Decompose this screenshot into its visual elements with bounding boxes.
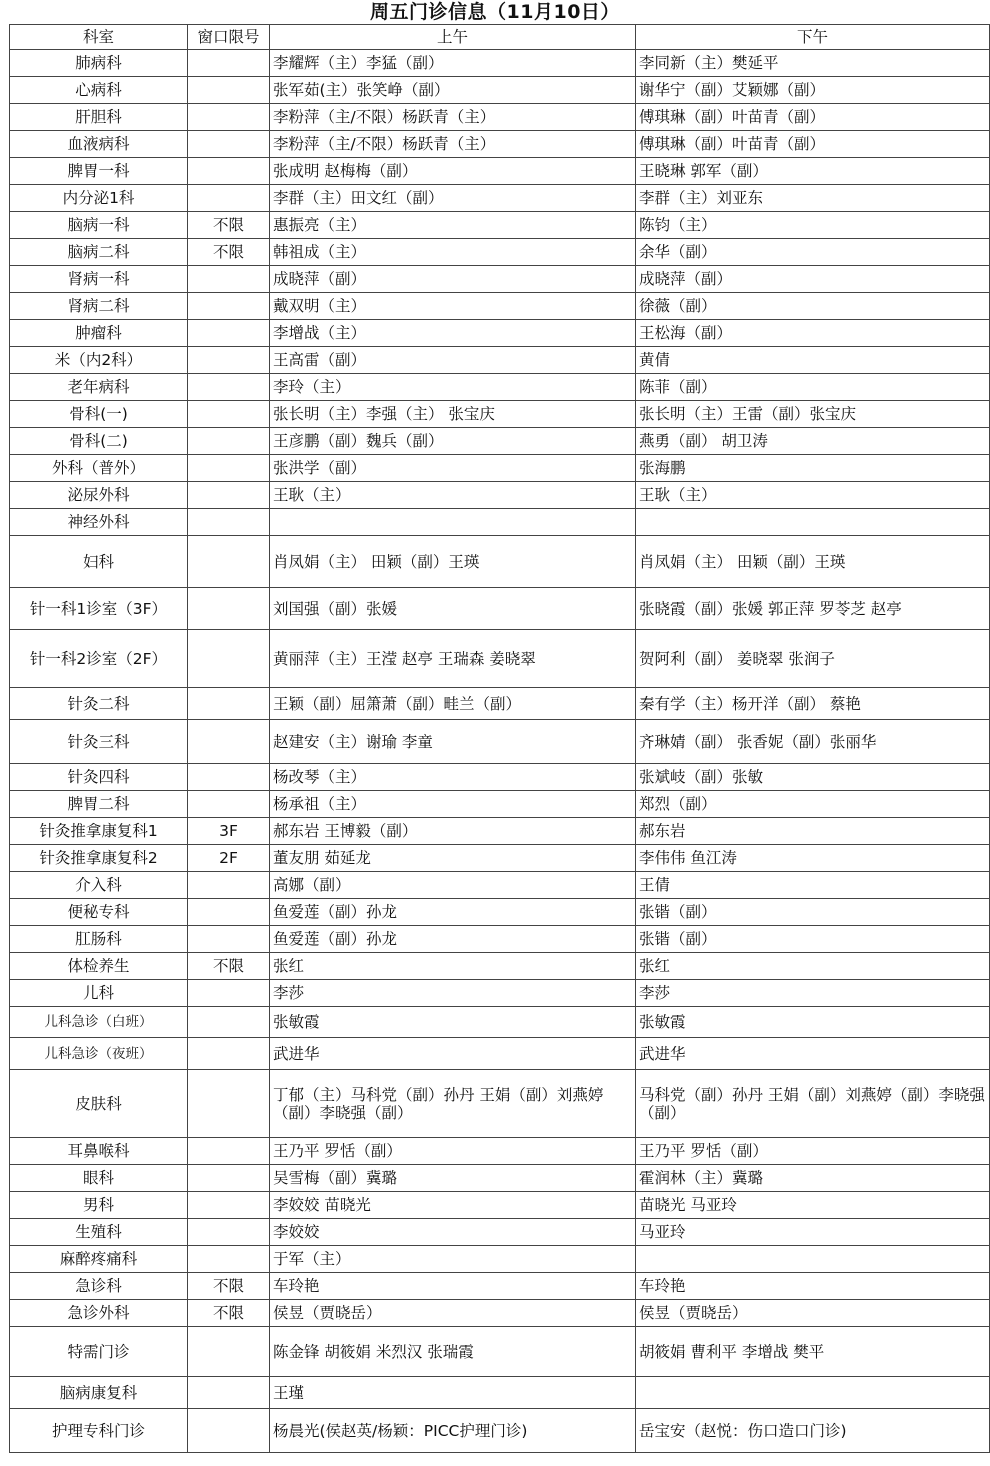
limit-cell: 不限 — [188, 1273, 270, 1300]
dept-cell: 米（内2科） — [10, 347, 188, 374]
afternoon-doctors-cell: 张锴（副） — [636, 899, 990, 926]
table-row — [10, 104, 990, 131]
limit-cell — [188, 1246, 270, 1273]
morning-doctors-cell: 董友朋 茹延龙 — [270, 845, 636, 872]
limit-cell — [188, 1192, 270, 1219]
limit-cell — [188, 1327, 270, 1377]
header-afternoon: 下午 — [636, 25, 990, 50]
afternoon-doctors-cell: 徐薇（副） — [636, 293, 990, 320]
dept-cell: 妇科 — [10, 536, 188, 588]
afternoon-doctors-cell: 郝东岩 — [636, 818, 990, 845]
morning-doctors-cell: 侯昱（贾晓岳） — [270, 1300, 636, 1327]
dept-cell: 儿科 — [10, 980, 188, 1007]
table-row — [10, 588, 990, 630]
afternoon-doctors-cell: 张斌岐（副）张敏 — [636, 764, 990, 791]
dept-cell: 内分泌1科 — [10, 185, 188, 212]
morning-doctors-cell: 鱼爱莲（副）孙龙 — [270, 899, 636, 926]
limit-cell: 3F — [188, 818, 270, 845]
morning-doctors-cell: 肖凤娟（主） 田颖（副）王瑛 — [270, 536, 636, 588]
afternoon-doctors-cell: 李伟伟 鱼江涛 — [636, 845, 990, 872]
morning-doctors-cell: 张红 — [270, 953, 636, 980]
table-row — [10, 845, 990, 872]
table-row — [10, 401, 990, 428]
limit-cell — [188, 104, 270, 131]
afternoon-doctors-cell: 岳宝安（赵悦：伤口造口门诊) — [636, 1409, 990, 1453]
morning-doctors-cell: 杨晨光(侯赵英/杨颖：PICC护理门诊) — [270, 1409, 636, 1453]
limit-cell — [188, 630, 270, 688]
dept-cell: 急诊外科 — [10, 1300, 188, 1327]
table-row — [10, 1038, 990, 1070]
dept-cell: 肛肠科 — [10, 926, 188, 953]
morning-doctors-cell: 鱼爱莲（副）孙龙 — [270, 926, 636, 953]
table-row — [10, 1219, 990, 1246]
table-row — [10, 953, 990, 980]
morning-doctors-cell: 张军茹(主）张笑峥（副） — [270, 77, 636, 104]
dept-cell: 神经外科 — [10, 509, 188, 536]
morning-doctors-cell: 武进华 — [270, 1038, 636, 1070]
morning-doctors-cell: 丁郁（主）马科党（副）孙丹 王娟（副）刘燕婷（副）李晓强（副） — [270, 1070, 636, 1138]
limit-cell — [188, 720, 270, 764]
dept-cell: 耳鼻喉科 — [10, 1138, 188, 1165]
morning-doctors-cell: 李耀辉（主）李猛（副） — [270, 50, 636, 77]
morning-doctors-cell: 张敏霞 — [270, 1007, 636, 1038]
dept-cell: 儿科急诊（白班） — [10, 1007, 188, 1038]
dept-cell: 脑病康复科 — [10, 1377, 188, 1409]
afternoon-doctors-cell: 王耿（主） — [636, 482, 990, 509]
table-row — [10, 536, 990, 588]
afternoon-doctors-cell: 车玲艳 — [636, 1273, 990, 1300]
limit-cell — [188, 482, 270, 509]
afternoon-doctors-cell: 胡筱娟 曹利平 李增战 樊平 — [636, 1327, 990, 1377]
limit-cell — [188, 1377, 270, 1409]
afternoon-doctors-cell: 陈菲（副） — [636, 374, 990, 401]
limit-cell: 2F — [188, 845, 270, 872]
dept-cell: 血液病科 — [10, 131, 188, 158]
morning-doctors-cell: 韩祖成（主） — [270, 239, 636, 266]
dept-cell: 心病科 — [10, 77, 188, 104]
afternoon-doctors-cell: 李群（主）刘亚东 — [636, 185, 990, 212]
morning-doctors-cell: 张长明（主）李强（主） 张宝庆 — [270, 401, 636, 428]
dept-cell: 男科 — [10, 1192, 188, 1219]
dept-cell: 外科（普外） — [10, 455, 188, 482]
table-row — [10, 720, 990, 764]
dept-cell: 护理专科门诊 — [10, 1409, 188, 1453]
limit-cell — [188, 1165, 270, 1192]
table-row — [10, 455, 990, 482]
table-row — [10, 428, 990, 455]
dept-cell: 骨科(二) — [10, 428, 188, 455]
morning-doctors-cell: 李玲（主） — [270, 374, 636, 401]
dept-cell: 肾病二科 — [10, 293, 188, 320]
dept-cell: 肾病一科 — [10, 266, 188, 293]
morning-doctors-cell: 李莎 — [270, 980, 636, 1007]
limit-cell — [188, 158, 270, 185]
limit-cell — [188, 1409, 270, 1453]
afternoon-doctors-cell: 李莎 — [636, 980, 990, 1007]
morning-doctors-cell: 赵建安（主）谢瑜 李童 — [270, 720, 636, 764]
page-title: 周五门诊信息（11月10日） — [370, 1, 620, 23]
morning-doctors-cell: 惠振亮（主） — [270, 212, 636, 239]
afternoon-doctors-cell: 张海鹏 — [636, 455, 990, 482]
afternoon-doctors-cell: 傅琪琳（副）叶苗青（副） — [636, 131, 990, 158]
limit-cell — [188, 509, 270, 536]
dept-cell: 脑病一科 — [10, 212, 188, 239]
limit-cell — [188, 1138, 270, 1165]
table-row — [10, 1377, 990, 1409]
morning-doctors-cell: 郝东岩 王博毅（副） — [270, 818, 636, 845]
dept-cell: 介入科 — [10, 872, 188, 899]
dept-cell: 体检养生 — [10, 953, 188, 980]
dept-cell: 针灸推拿康复科1 — [10, 818, 188, 845]
table-row — [10, 1138, 990, 1165]
table-row — [10, 374, 990, 401]
afternoon-doctors-cell: 张敏霞 — [636, 1007, 990, 1038]
table-row — [10, 764, 990, 791]
clinic-schedule-table — [9, 24, 990, 1453]
morning-doctors-cell: 吴雪梅（副）冀璐 — [270, 1165, 636, 1192]
limit-cell — [188, 872, 270, 899]
limit-cell — [188, 980, 270, 1007]
dept-cell: 骨科(一) — [10, 401, 188, 428]
afternoon-doctors-cell: 张长明（主）王雷（副）张宝庆 — [636, 401, 990, 428]
afternoon-doctors-cell: 张红 — [636, 953, 990, 980]
header-morning: 上午 — [270, 25, 636, 50]
table-row — [10, 1409, 990, 1453]
table-row — [10, 131, 990, 158]
afternoon-doctors-cell: 余华（副） — [636, 239, 990, 266]
dept-cell: 麻醉疼痛科 — [10, 1246, 188, 1273]
table-row — [10, 1300, 990, 1327]
dept-cell: 肿瘤科 — [10, 320, 188, 347]
dept-cell: 老年病科 — [10, 374, 188, 401]
morning-doctors-cell: 张洪学（副） — [270, 455, 636, 482]
dept-cell: 泌尿外科 — [10, 482, 188, 509]
limit-cell — [188, 347, 270, 374]
dept-cell: 儿科急诊（夜班） — [10, 1038, 188, 1070]
dept-cell: 便秘专科 — [10, 899, 188, 926]
table-row — [10, 50, 990, 77]
table-row — [10, 1007, 990, 1038]
dept-cell: 针灸四科 — [10, 764, 188, 791]
limit-cell — [188, 1038, 270, 1070]
afternoon-doctors-cell: 傅琪琳（副）叶苗青（副） — [636, 104, 990, 131]
afternoon-doctors-cell — [636, 509, 990, 536]
morning-doctors-cell: 王颖（副）屈箫萧（副）畦兰（副） — [270, 688, 636, 720]
table-row — [10, 630, 990, 688]
morning-doctors-cell: 车玲艳 — [270, 1273, 636, 1300]
header-dept: 科室 — [10, 25, 188, 50]
morning-doctors-cell: 张成明 赵梅梅（副） — [270, 158, 636, 185]
dept-cell: 针一科1诊室（3F） — [10, 588, 188, 630]
table-row — [10, 926, 990, 953]
morning-doctors-cell: 杨承祖（主） — [270, 791, 636, 818]
limit-cell — [188, 588, 270, 630]
limit-cell — [188, 899, 270, 926]
limit-cell: 不限 — [188, 212, 270, 239]
limit-cell — [188, 50, 270, 77]
afternoon-doctors-cell: 秦有学（主）杨开洋（副） 蔡艳 — [636, 688, 990, 720]
table-row — [10, 320, 990, 347]
limit-cell — [188, 320, 270, 347]
table-row — [10, 1327, 990, 1377]
dept-cell: 脑病二科 — [10, 239, 188, 266]
dept-cell: 眼科 — [10, 1165, 188, 1192]
morning-doctors-cell: 李粉萍（主/不限）杨跃青（主） — [270, 104, 636, 131]
table-row — [10, 818, 990, 845]
limit-cell — [188, 77, 270, 104]
limit-cell — [188, 688, 270, 720]
schedule-body — [10, 50, 990, 1453]
morning-doctors-cell: 刘国强（副）张媛 — [270, 588, 636, 630]
afternoon-doctors-cell: 李同新（主）樊延平 — [636, 50, 990, 77]
table-row — [10, 791, 990, 818]
morning-doctors-cell: 成晓萍（副） — [270, 266, 636, 293]
afternoon-doctors-cell: 马科党（副）孙丹 王娟（副）刘燕婷（副）李晓强（副） — [636, 1070, 990, 1138]
afternoon-doctors-cell: 武进华 — [636, 1038, 990, 1070]
dept-cell: 特需门诊 — [10, 1327, 188, 1377]
table-row — [10, 482, 990, 509]
afternoon-doctors-cell: 黄倩 — [636, 347, 990, 374]
afternoon-doctors-cell: 肖凤娟（主） 田颖（副）王瑛 — [636, 536, 990, 588]
afternoon-doctors-cell: 霍润林（主）冀璐 — [636, 1165, 990, 1192]
afternoon-doctors-cell: 陈钧（主） — [636, 212, 990, 239]
limit-cell — [188, 1070, 270, 1138]
table-row — [10, 1070, 990, 1138]
morning-doctors-cell: 王耿（主） — [270, 482, 636, 509]
table-row — [10, 980, 990, 1007]
morning-doctors-cell: 于军（主） — [270, 1246, 636, 1273]
morning-doctors-cell: 李增战（主） — [270, 320, 636, 347]
dept-cell: 肺病科 — [10, 50, 188, 77]
afternoon-doctors-cell: 王松海（副） — [636, 320, 990, 347]
limit-cell: 不限 — [188, 953, 270, 980]
morning-doctors-cell: 陈金锋 胡筱娟 米烈汉 张瑞霞 — [270, 1327, 636, 1377]
afternoon-doctors-cell: 齐琳婧（副） 张香妮（副）张丽华 — [636, 720, 990, 764]
table-row — [10, 688, 990, 720]
morning-doctors-cell: 李姣姣 — [270, 1219, 636, 1246]
limit-cell — [188, 926, 270, 953]
morning-doctors-cell: 李群（主）田文红（副） — [270, 185, 636, 212]
limit-cell — [188, 764, 270, 791]
table-row — [10, 158, 990, 185]
afternoon-doctors-cell: 苗晓光 马亚玲 — [636, 1192, 990, 1219]
dept-cell: 皮肤科 — [10, 1070, 188, 1138]
table-row — [10, 1192, 990, 1219]
table-row — [10, 212, 990, 239]
dept-cell: 针灸二科 — [10, 688, 188, 720]
dept-cell: 针一科2诊室（2F） — [10, 630, 188, 688]
morning-doctors-cell: 王瑾 — [270, 1377, 636, 1409]
afternoon-doctors-cell: 马亚玲 — [636, 1219, 990, 1246]
limit-cell — [188, 791, 270, 818]
table-row — [10, 266, 990, 293]
limit-cell — [188, 374, 270, 401]
limit-cell: 不限 — [188, 1300, 270, 1327]
limit-cell — [188, 293, 270, 320]
morning-doctors-cell: 王乃平 罗恬（副） — [270, 1138, 636, 1165]
header-row — [10, 25, 990, 50]
afternoon-doctors-cell: 郑烈（副） — [636, 791, 990, 818]
afternoon-doctors-cell: 燕勇（副） 胡卫涛 — [636, 428, 990, 455]
limit-cell — [188, 428, 270, 455]
limit-cell — [188, 455, 270, 482]
morning-doctors-cell: 李姣姣 苗晓光 — [270, 1192, 636, 1219]
table-row — [10, 509, 990, 536]
morning-doctors-cell: 王彦鹏（副）魏兵（副） — [270, 428, 636, 455]
limit-cell: 不限 — [188, 239, 270, 266]
limit-cell — [188, 131, 270, 158]
table-row — [10, 293, 990, 320]
table-row — [10, 347, 990, 374]
header-limit: 窗口限号 — [188, 25, 270, 50]
dept-cell: 急诊科 — [10, 1273, 188, 1300]
limit-cell — [188, 1219, 270, 1246]
table-row — [10, 239, 990, 266]
afternoon-doctors-cell: 谢华宁（副）艾颖娜（副） — [636, 77, 990, 104]
morning-doctors-cell: 高娜（副） — [270, 872, 636, 899]
table-row — [10, 185, 990, 212]
afternoon-doctors-cell: 王倩 — [636, 872, 990, 899]
afternoon-doctors-cell: 王晓琳 郭军（副） — [636, 158, 990, 185]
dept-cell: 脾胃二科 — [10, 791, 188, 818]
afternoon-doctors-cell: 贺阿利（副） 姜晓翠 张润子 — [636, 630, 990, 688]
limit-cell — [188, 401, 270, 428]
table-row — [10, 872, 990, 899]
morning-doctors-cell: 李粉萍（主/不限）杨跃青（主） — [270, 131, 636, 158]
table-row — [10, 899, 990, 926]
dept-cell: 生殖科 — [10, 1219, 188, 1246]
morning-doctors-cell: 戴双明（主） — [270, 293, 636, 320]
table-row — [10, 1273, 990, 1300]
dept-cell: 脾胃一科 — [10, 158, 188, 185]
limit-cell — [188, 536, 270, 588]
afternoon-doctors-cell: 成晓萍（副） — [636, 266, 990, 293]
afternoon-doctors-cell — [636, 1377, 990, 1409]
table-row — [10, 77, 990, 104]
table-row — [10, 1246, 990, 1273]
afternoon-doctors-cell — [636, 1246, 990, 1273]
limit-cell — [188, 266, 270, 293]
limit-cell — [188, 1007, 270, 1038]
table-row — [10, 1165, 990, 1192]
afternoon-doctors-cell: 张晓霞（副）张媛 郭正萍 罗苓芝 赵亭 — [636, 588, 990, 630]
dept-cell: 肝胆科 — [10, 104, 188, 131]
morning-doctors-cell — [270, 509, 636, 536]
afternoon-doctors-cell: 侯昱（贾晓岳） — [636, 1300, 990, 1327]
dept-cell: 针灸推拿康复科2 — [10, 845, 188, 872]
morning-doctors-cell: 杨改琴（主） — [270, 764, 636, 791]
limit-cell — [188, 185, 270, 212]
dept-cell: 针灸三科 — [10, 720, 188, 764]
morning-doctors-cell: 王高雷（副） — [270, 347, 636, 374]
morning-doctors-cell: 黄丽萍（主）王滢 赵亭 王瑞森 姜晓翠 — [270, 630, 636, 688]
afternoon-doctors-cell: 王乃平 罗恬（副） — [636, 1138, 990, 1165]
afternoon-doctors-cell: 张锴（副） — [636, 926, 990, 953]
